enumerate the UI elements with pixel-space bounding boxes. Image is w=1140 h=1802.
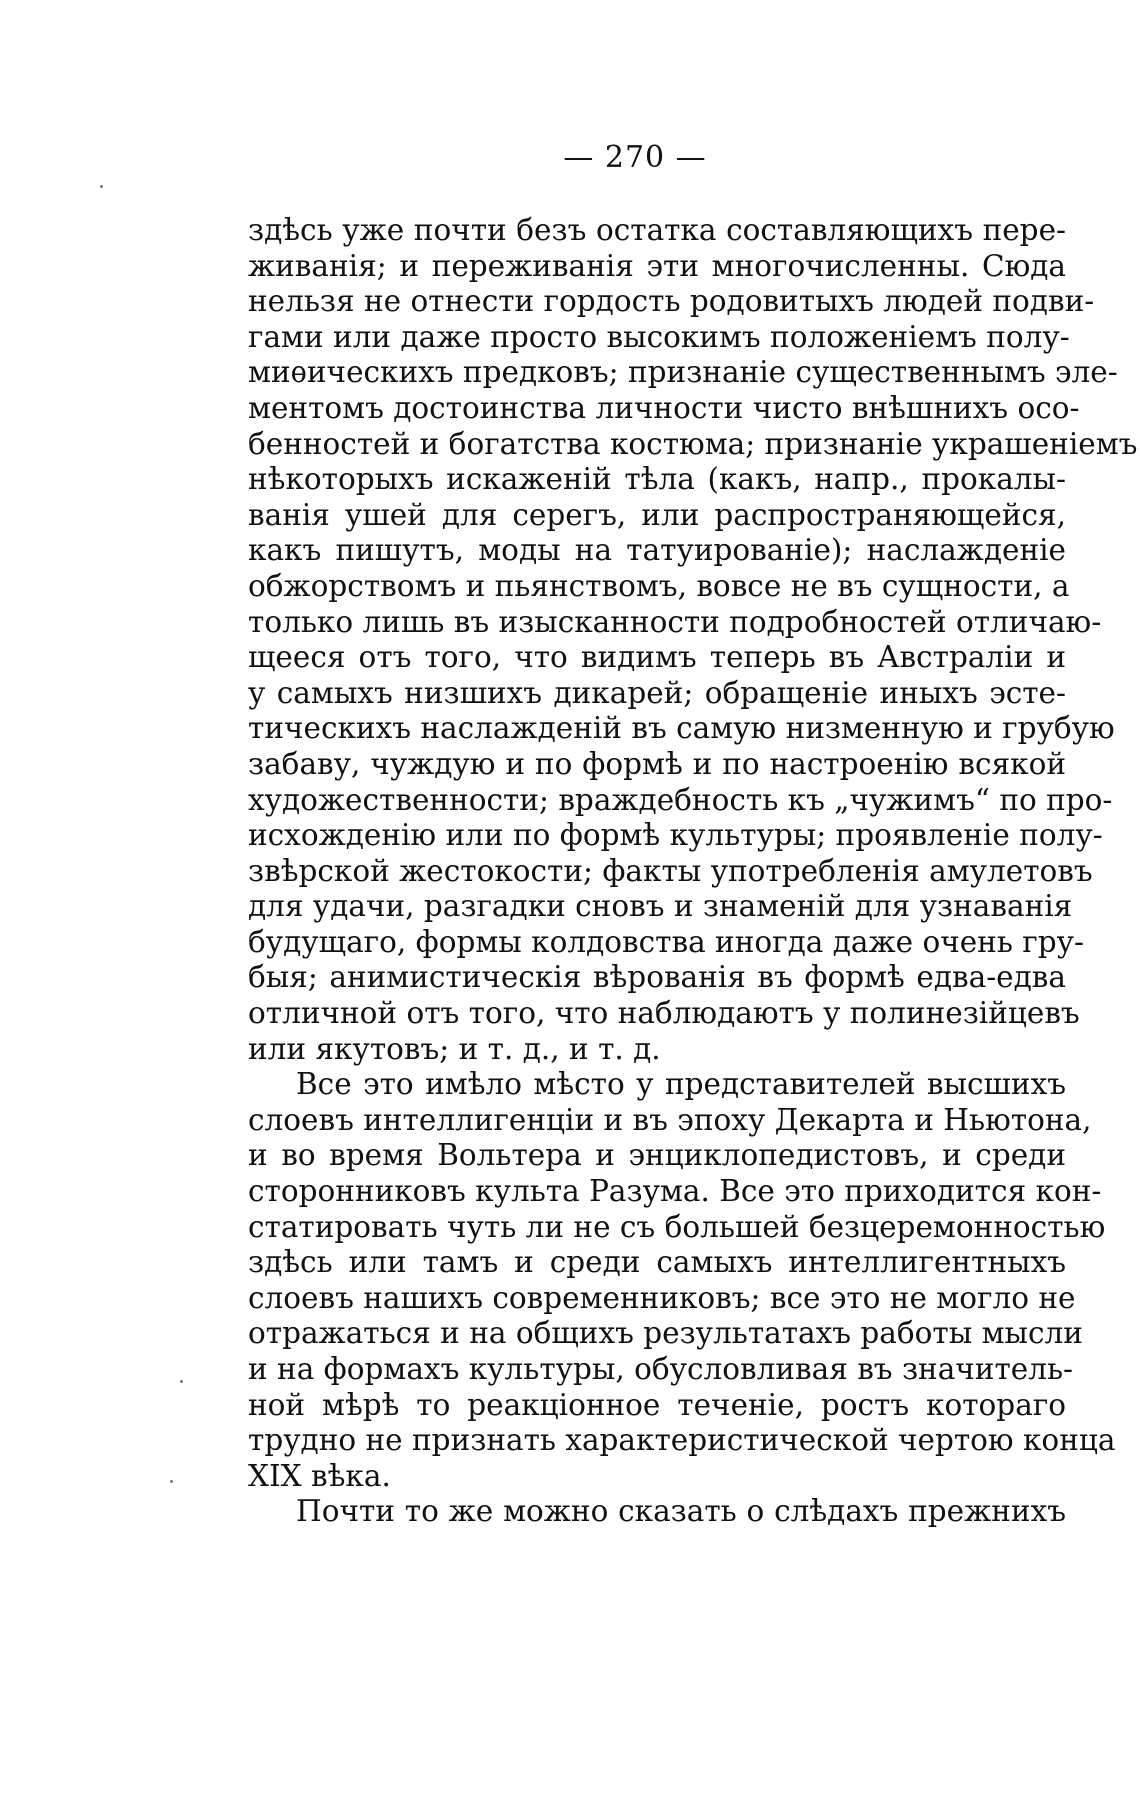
page-number: — 270 — [563, 140, 707, 175]
text-line: здѣсь или тамъ и среди самыхъ интеллигентныхъ [248, 1245, 1066, 1280]
text-line: обжорствомъ и пьянствомъ, вовсе не въ сущности, а [248, 568, 1070, 603]
text-line: какъ пишутъ, моды на татуированіе); наслажденіе [248, 533, 1066, 568]
paragraph [248, 213, 1138, 1067]
text-line: исхожденію или по формѣ культуры; проявленіе полу- [248, 818, 1103, 853]
body-text [248, 213, 1138, 1530]
text-line: забаву, чуждую и по формѣ и по настроенію всякой [248, 746, 1066, 781]
text-line: ной мѣрѣ то реакціонное теченіе, ростъ котораго [248, 1387, 1066, 1422]
text-line: звѣрской жестокости; факты употребленія амулетовъ [248, 853, 1093, 888]
text-line: отличной отъ того, что наблюдаютъ у полинезійцевъ [248, 996, 1080, 1031]
text-line: нельзя не отнести гордость родовитыхъ людей подви- [248, 284, 1095, 319]
text-line: Все это имѣло мѣсто у представителей высшихъ [296, 1067, 1066, 1102]
text-line: отражаться и на общихъ результатахъ работы мысли [248, 1316, 1083, 1351]
text-line: быя; анимистическія вѣрованія въ формѣ едва-едва [248, 960, 1066, 995]
text-line: статировать чуть ли не съ большей безцеремонностью [248, 1209, 1106, 1244]
scan-speck [180, 1380, 183, 1383]
paragraph [248, 1494, 1066, 1530]
text-line: ментомъ достоинства личности чисто внѣшнихъ осо- [248, 390, 1080, 425]
text-line: будущаго, формы колдовства иногда даже очень гру- [248, 924, 1084, 959]
text-line: Почти то же можно сказать о слѣдахъ прежнихъ [296, 1494, 1066, 1529]
text-line: ванія ушей для серегъ, или распространяющейся, [248, 497, 1066, 532]
text-line: живанія; и переживанія эти многочисленны. Сюда [248, 248, 1066, 283]
text-line: гами или даже просто высокимъ положеніемъ полу- [248, 319, 1070, 354]
text-line: для удачи, разгадки сновъ и знаменій для узнаванія [248, 889, 1073, 924]
text-line: трудно не признать характеристической чертою конца [248, 1423, 1116, 1458]
text-line: или якутовъ; и т. д., и т. д. [248, 1031, 661, 1066]
text-line: у самыхъ низшихъ дикарей; обращеніе иныхъ эсте- [248, 675, 1066, 710]
text-line: художественности; враждебность къ „чужимъ“ по про- [248, 782, 1113, 817]
text-line: бенностей и богатства костюма; признаніе украшеніемъ [248, 426, 1138, 461]
text-line: слоевъ интеллигенціи и въ эпоху Декарта и Ньютона, [248, 1102, 1092, 1137]
text-line: сторонниковъ культа Разума. Все это приходится кон- [248, 1174, 1102, 1209]
text-line: только лишь въ изысканности подробностей отличаю- [248, 604, 1102, 639]
scan-speck [170, 1480, 173, 1483]
text-line: щееся отъ того, что видимъ теперь въ Австраліи и [248, 640, 1066, 675]
text-line: и на формахъ культуры, обусловливая въ значитель- [248, 1352, 1074, 1386]
text-line: здѣсь уже почти безъ остатка составляющихъ пере- [248, 213, 1066, 247]
text-line: и во время Вольтера и энциклопедистовъ, и среди [248, 1138, 1066, 1173]
paragraph [248, 1067, 1116, 1494]
text-line: слоевъ нашихъ современниковъ; все это не могло не [248, 1280, 1076, 1315]
text-line: тическихъ наслажденій въ самую низменную и грубую [248, 711, 1115, 746]
text-line: нѣкоторыхъ искаженій тѣла (какъ, напр., прокалы- [248, 462, 1066, 497]
text-line: XIX вѣка. [248, 1458, 391, 1493]
scan-speck [100, 185, 103, 188]
text-line: миѳическихъ предковъ; признаніе существеннымъ эле- [248, 355, 1118, 390]
